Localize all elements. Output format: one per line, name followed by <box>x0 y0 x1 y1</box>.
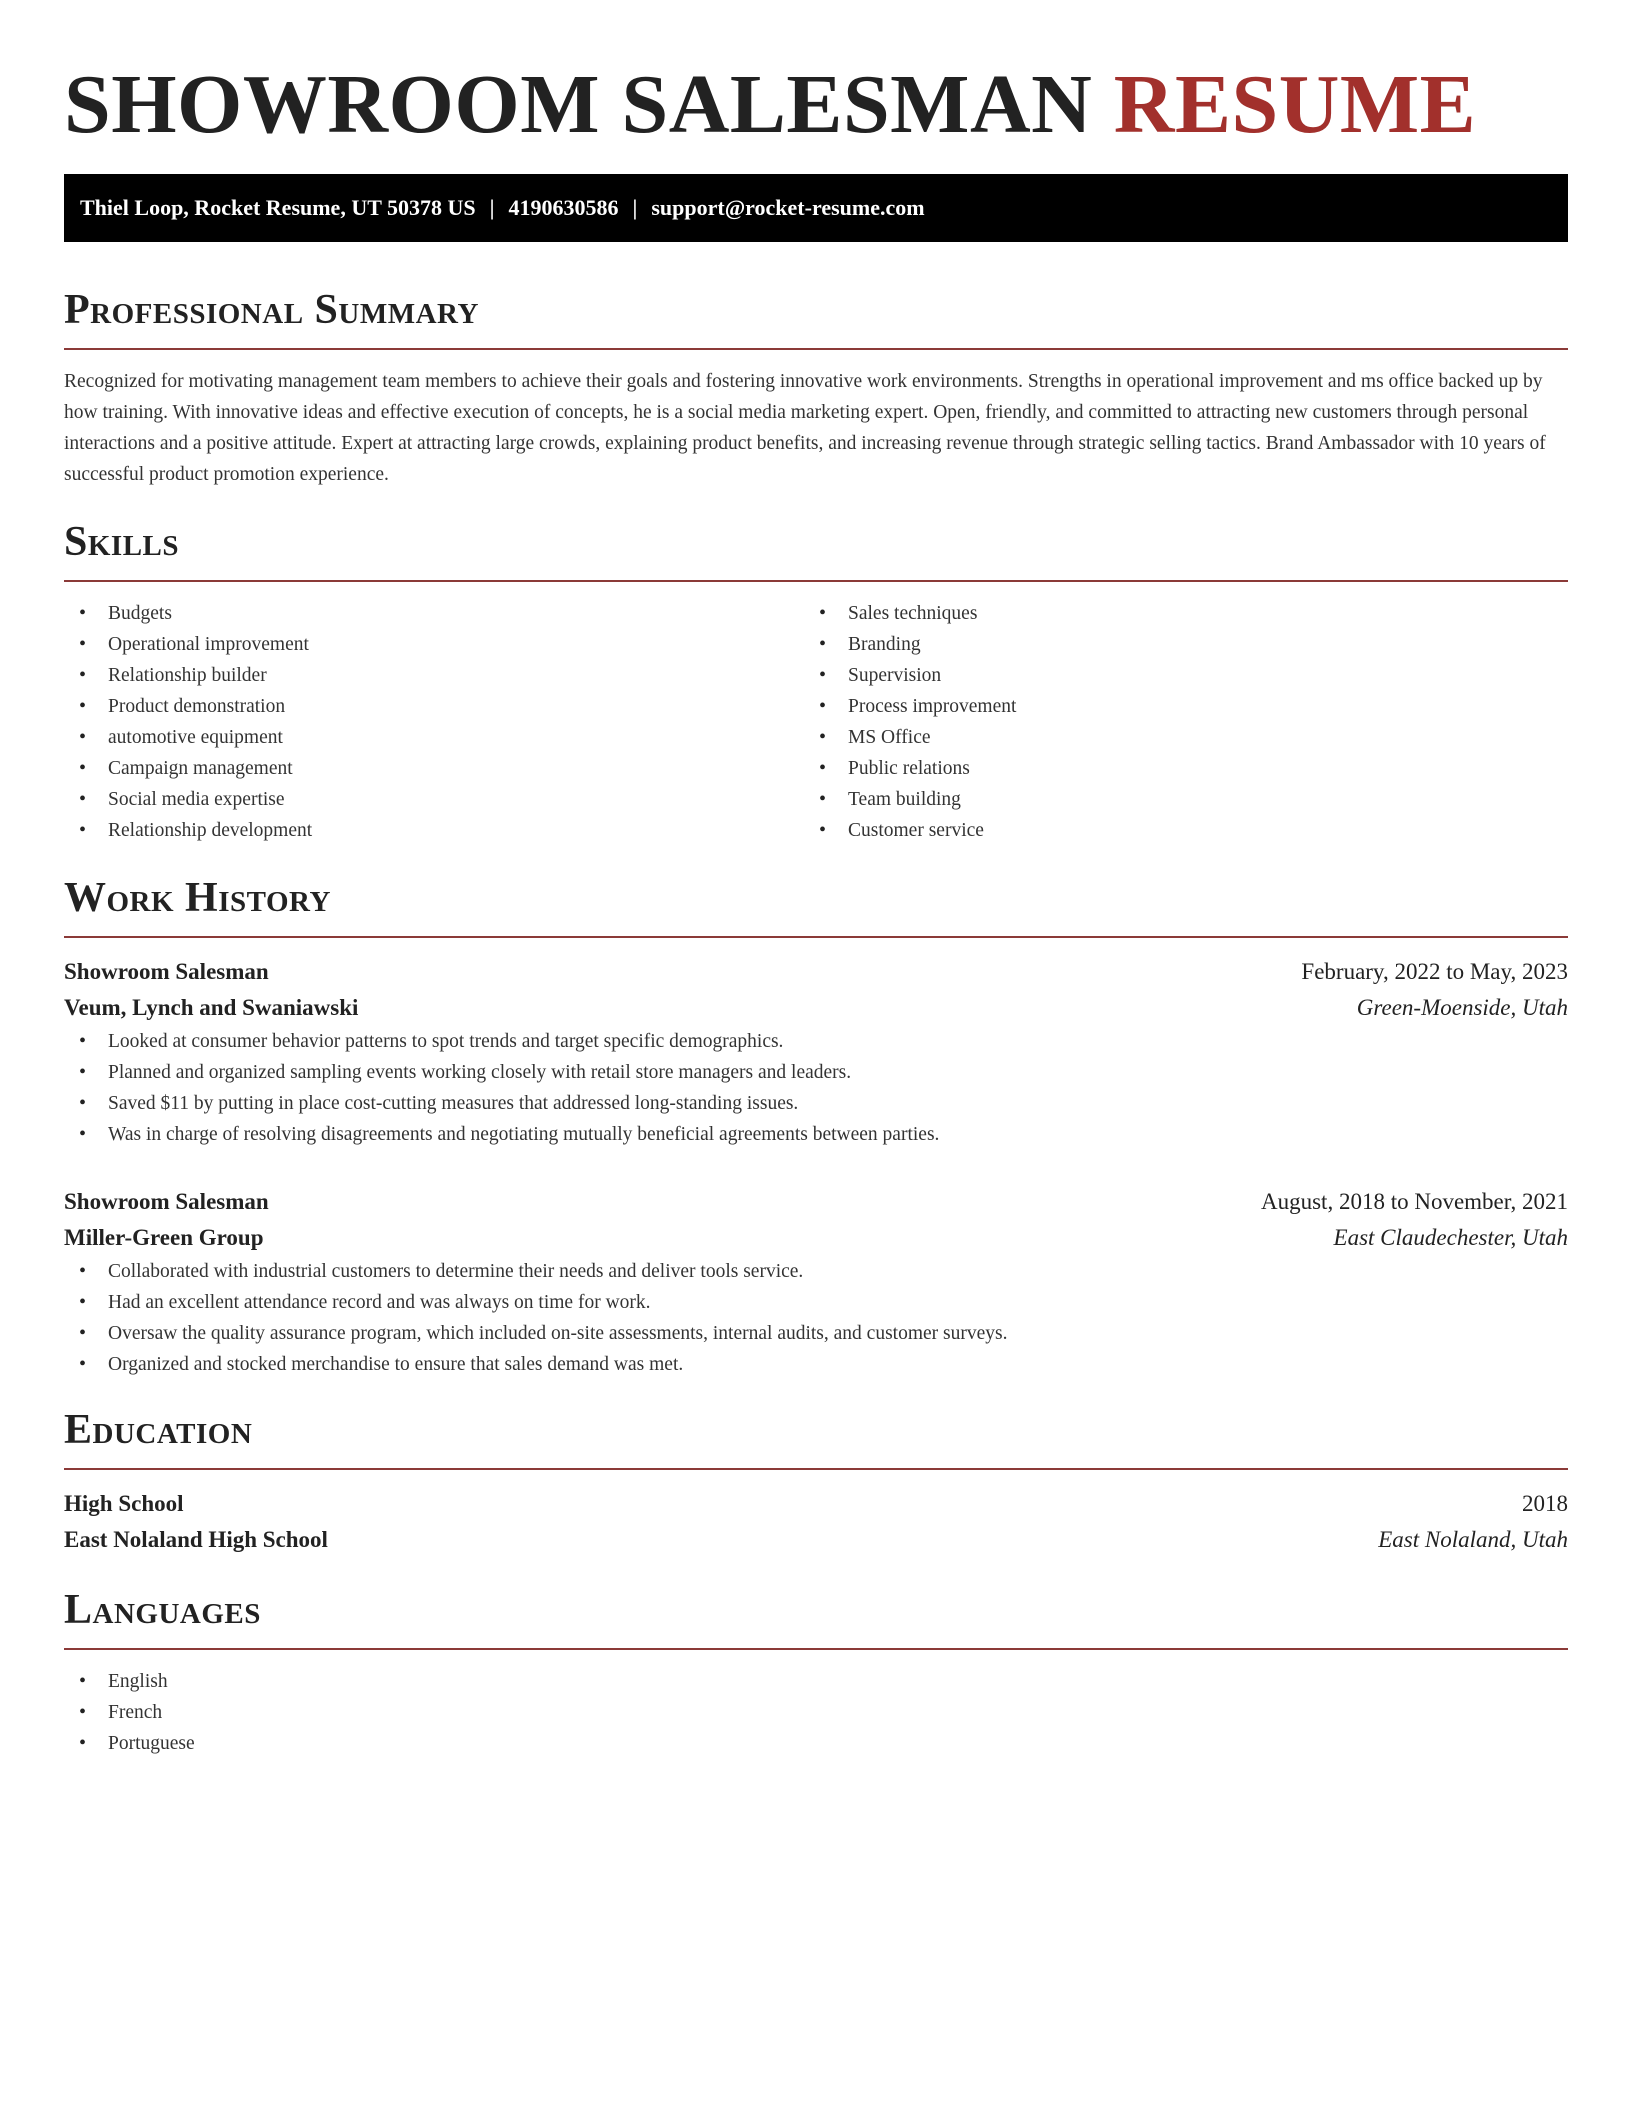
skill-item: • automotive equipment <box>64 722 804 753</box>
skill-item: • Relationship builder <box>64 660 804 691</box>
job-company-row <box>64 1220 1568 1256</box>
languages-section <box>64 1586 1568 1759</box>
contact-phone: 4190630586 <box>508 195 619 220</box>
education-degree-row <box>64 1486 1568 1522</box>
contact-separator: | <box>632 195 638 220</box>
title-main: SHOWROOM SALESMAN <box>64 58 1093 151</box>
education-entry <box>64 1486 1568 1558</box>
skill-item: • Public relations <box>804 753 1544 784</box>
job-title: Showroom Salesman <box>64 959 269 984</box>
skill-item: • Relationship development <box>64 815 804 846</box>
contact-separator: | <box>489 195 495 220</box>
job-bullet: • Was in charge of resolving disagreements and negotiating mutually beneficial agreements between parties. <box>64 1119 1568 1150</box>
skills-grid <box>64 598 1568 846</box>
job-bullet: • Had an excellent attendance record and was always on time for work. <box>64 1287 1568 1318</box>
languages-list <box>64 1666 1568 1759</box>
education-school: East Nolaland High School <box>64 1527 328 1552</box>
work-history-section <box>64 874 1568 1380</box>
job-company: Veum, Lynch and Swaniawski <box>64 995 359 1020</box>
summary-section <box>64 286 1568 490</box>
language-item: • Portuguese <box>64 1728 1568 1759</box>
skill-item: • Sales techniques <box>804 598 1544 629</box>
job-bullet: • Planned and organized sampling events working closely with retail store managers and leaders. <box>64 1057 1568 1088</box>
job-bullet: • Saved $11 by putting in place cost-cutting measures that addressed long-standing issues. <box>64 1088 1568 1119</box>
section-divider <box>64 1648 1568 1650</box>
job-dates: August, 2018 to November, 2021 <box>1261 1189 1568 1214</box>
job-bullet: • Collaborated with industrial customers to determine their needs and deliver tools service. <box>64 1256 1568 1287</box>
languages-heading: Languages <box>64 1587 261 1633</box>
education-heading: Education <box>64 1407 253 1453</box>
education-school-row <box>64 1522 1568 1558</box>
skill-item: • Team building <box>804 784 1544 815</box>
summary-heading: Professional Summary <box>64 287 479 333</box>
resume-title <box>64 58 1568 160</box>
skill-item: • Budgets <box>64 598 804 629</box>
job-entry <box>64 954 1568 1150</box>
contact-email[interactable]: support@rocket-resume.com <box>651 195 925 220</box>
skills-list-left <box>64 598 804 846</box>
language-item: • French <box>64 1697 1568 1728</box>
job-title: Showroom Salesman <box>64 1189 269 1214</box>
job-company-row <box>64 990 1568 1026</box>
skill-item: • Product demonstration <box>64 691 804 722</box>
language-item: • English <box>64 1666 1568 1697</box>
job-header-row <box>64 954 1568 990</box>
section-divider <box>64 936 1568 938</box>
resume-page <box>64 0 1568 1759</box>
skills-heading: Skills <box>64 519 180 565</box>
contact-bar <box>64 174 1568 242</box>
education-year: 2018 <box>1522 1491 1568 1516</box>
skill-item: • Campaign management <box>64 753 804 784</box>
job-bullet: • Looked at consumer behavior patterns to spot trends and target specific demographics. <box>64 1026 1568 1057</box>
skill-item: • Supervision <box>804 660 1544 691</box>
section-divider <box>64 1468 1568 1470</box>
education-degree: High School <box>64 1491 184 1516</box>
job-bullet: • Organized and stocked merchandise to ensure that sales demand was met. <box>64 1349 1568 1380</box>
skills-list-right <box>804 598 1544 846</box>
job-bullets <box>64 1026 1568 1150</box>
education-location: East Nolaland, Utah <box>1378 1527 1568 1552</box>
job-entry <box>64 1184 1568 1380</box>
skill-item: • Social media expertise <box>64 784 804 815</box>
job-bullets <box>64 1256 1568 1380</box>
job-bullet: • Oversaw the quality assurance program, which included on-site assessments, internal audits, and customer surveys. <box>64 1318 1568 1349</box>
skill-item: • Process improvement <box>804 691 1544 722</box>
education-section <box>64 1406 1568 1558</box>
job-company: Miller-Green Group <box>64 1225 264 1250</box>
job-location: Green-Moenside, Utah <box>1356 995 1568 1020</box>
job-header-row <box>64 1184 1568 1220</box>
title-accent: RESUME <box>1113 58 1477 151</box>
skill-item: • Customer service <box>804 815 1544 846</box>
skill-item: • MS Office <box>804 722 1544 753</box>
section-divider <box>64 580 1568 582</box>
section-divider <box>64 348 1568 350</box>
summary-text: Recognized for motivating management team members to achieve their goals and fostering innovative work environments. Strengths in operational improvement and ms office backed up by how training. With innovative ideas and effective execution of concepts, he is a social media marketing expert. Open, friendly, and committed to attracting new customers through personal interactions and a positive attitude. Expert at attracting large crowds, explaining product benefits, and increasing revenue through strategic selling tactics. Brand Ambassador with 10 years of successful product promotion experience. <box>64 371 1546 485</box>
job-dates: February, 2022 to May, 2023 <box>1301 959 1568 984</box>
work-history-heading: Work History <box>64 875 331 921</box>
job-location: East Claudechester, Utah <box>1333 1225 1568 1250</box>
skill-item: • Operational improvement <box>64 629 804 660</box>
skills-section <box>64 518 1568 846</box>
skill-item: • Branding <box>804 629 1544 660</box>
contact-address: Thiel Loop, Rocket Resume, UT 50378 US <box>80 195 476 220</box>
